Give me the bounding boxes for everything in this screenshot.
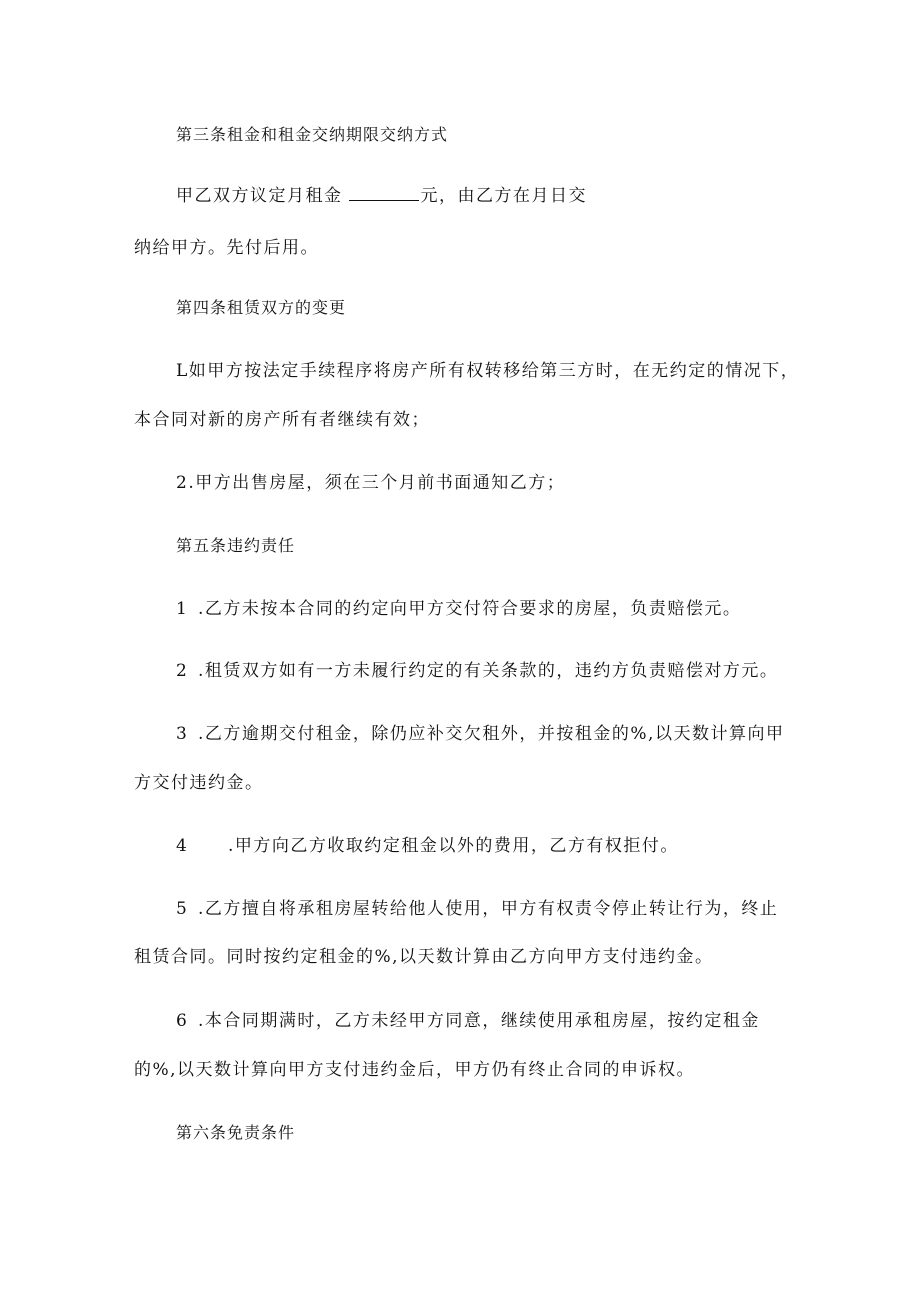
rent-amount-blank xyxy=(349,185,419,201)
article-5-item-5-line-2: 租赁合同。同时按约定租金的%,以天数计算由乙方向甲方支付违约金。 xyxy=(134,947,714,967)
item-number: 4 xyxy=(176,836,189,856)
rent-text-before: 甲乙双方议定月租金 xyxy=(176,186,343,206)
article-4-item-2: 2.甲方出售房屋，须在三个月前书面通知乙方； xyxy=(176,473,566,493)
article-3-paragraph-line-1 xyxy=(176,185,587,207)
item-number: 3 xyxy=(176,724,189,744)
article-5-title: 第五条违约责任 xyxy=(176,536,296,555)
article-5-item-3-line-1 xyxy=(176,723,784,745)
item-text: .租赁双方如有一方未履行约定的有关条款的，违约方负责赔偿对方元。 xyxy=(198,661,779,681)
article-5-item-3-line-2: 方交付违约金。 xyxy=(134,773,264,793)
article-4-title: 第四条租赁双方的变更 xyxy=(176,298,347,317)
item-text: .乙方未按本合同的约定向甲方交付符合要求的房屋，负责赔偿元。 xyxy=(198,599,742,619)
article-4-item-1-line-1: L如甲方按法定手续程序将房产所有权转移给第三方时，在无约定的情况下， xyxy=(176,361,800,381)
article-5-item-5-line-1 xyxy=(176,898,778,920)
article-4-item-1-line-2: 本合同对新的房产所有者继续有效； xyxy=(134,410,430,430)
item-number: 2 xyxy=(176,661,189,681)
item-number: 6 xyxy=(176,1011,189,1031)
item-text: .乙方擅自将承租房屋转给他人使用，甲方有权责令停止转让行为，终止 xyxy=(198,899,779,919)
item-number: 1 xyxy=(176,599,189,619)
article-5-item-2 xyxy=(176,660,778,682)
item-text: .本合同期满时，乙方未经甲方同意，继续使用承租房屋，按约定租金 xyxy=(198,1011,760,1031)
article-3-paragraph-line-2: 纳给甲方。先付后用。 xyxy=(134,238,319,258)
article-5-item-6-line-2: 的%,以天数计算向甲方支付违约金后，甲方仍有终止合同的申诉权。 xyxy=(134,1060,696,1080)
article-5-item-6-line-1 xyxy=(176,1010,760,1032)
item-text: .甲方向乙方收取约定租金以外的费用，乙方有权拒付。 xyxy=(228,836,679,856)
rent-text-after: 元，由乙方在月日交 xyxy=(420,186,587,206)
article-5-item-4 xyxy=(176,835,679,857)
article-5-item-1 xyxy=(176,598,741,620)
item-text: .乙方逾期交付租金，除仍应补交欠租外，并按租金的%,以天数计算向甲 xyxy=(198,724,785,744)
item-number: 5 xyxy=(176,899,189,919)
article-3-title: 第三条租金和租金交纳期限交纳方式 xyxy=(176,125,449,144)
article-6-title: 第六条免责条件 xyxy=(176,1123,296,1142)
